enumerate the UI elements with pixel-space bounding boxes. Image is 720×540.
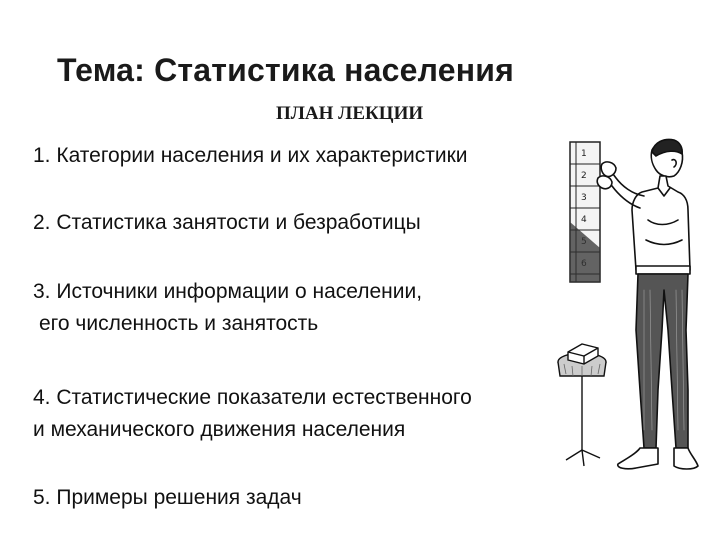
plan-item-1: [33, 140, 468, 172]
plan-item-text: 3. Источники информации о населении,: [33, 280, 423, 303]
slide-title: Тема: Статистика населения: [57, 52, 514, 88]
man-figure-icon: [597, 140, 698, 470]
plan-item-4: [33, 382, 472, 446]
stool-with-box-icon: [558, 344, 606, 466]
plan-item-3: [33, 276, 422, 340]
lecture-plan-heading: ПЛАН ЛЕКЦИИ: [276, 103, 424, 124]
plan-item-text: 5. Примеры решения задач: [33, 486, 302, 509]
man-measuring-height-drawing: [540, 130, 720, 480]
plan-item-text-continued: и механического движения населения: [33, 418, 406, 441]
chart-number: 2: [581, 171, 587, 181]
chart-number: 1: [581, 149, 587, 159]
chart-number: 4: [581, 215, 587, 225]
plan-item-text: 1. Категории населения и их характеристики: [33, 144, 468, 167]
plan-item-text: 2. Статистика занятости и безработицы: [33, 211, 421, 234]
plan-item-text: 4. Статистические показатели естественного: [33, 386, 472, 409]
plan-item-text-continued: его численность и занятость: [39, 312, 319, 335]
chart-number: 3: [581, 193, 587, 203]
plan-item-5: [33, 482, 302, 514]
plan-item-2: [33, 207, 421, 239]
height-chart-icon: [570, 142, 600, 282]
